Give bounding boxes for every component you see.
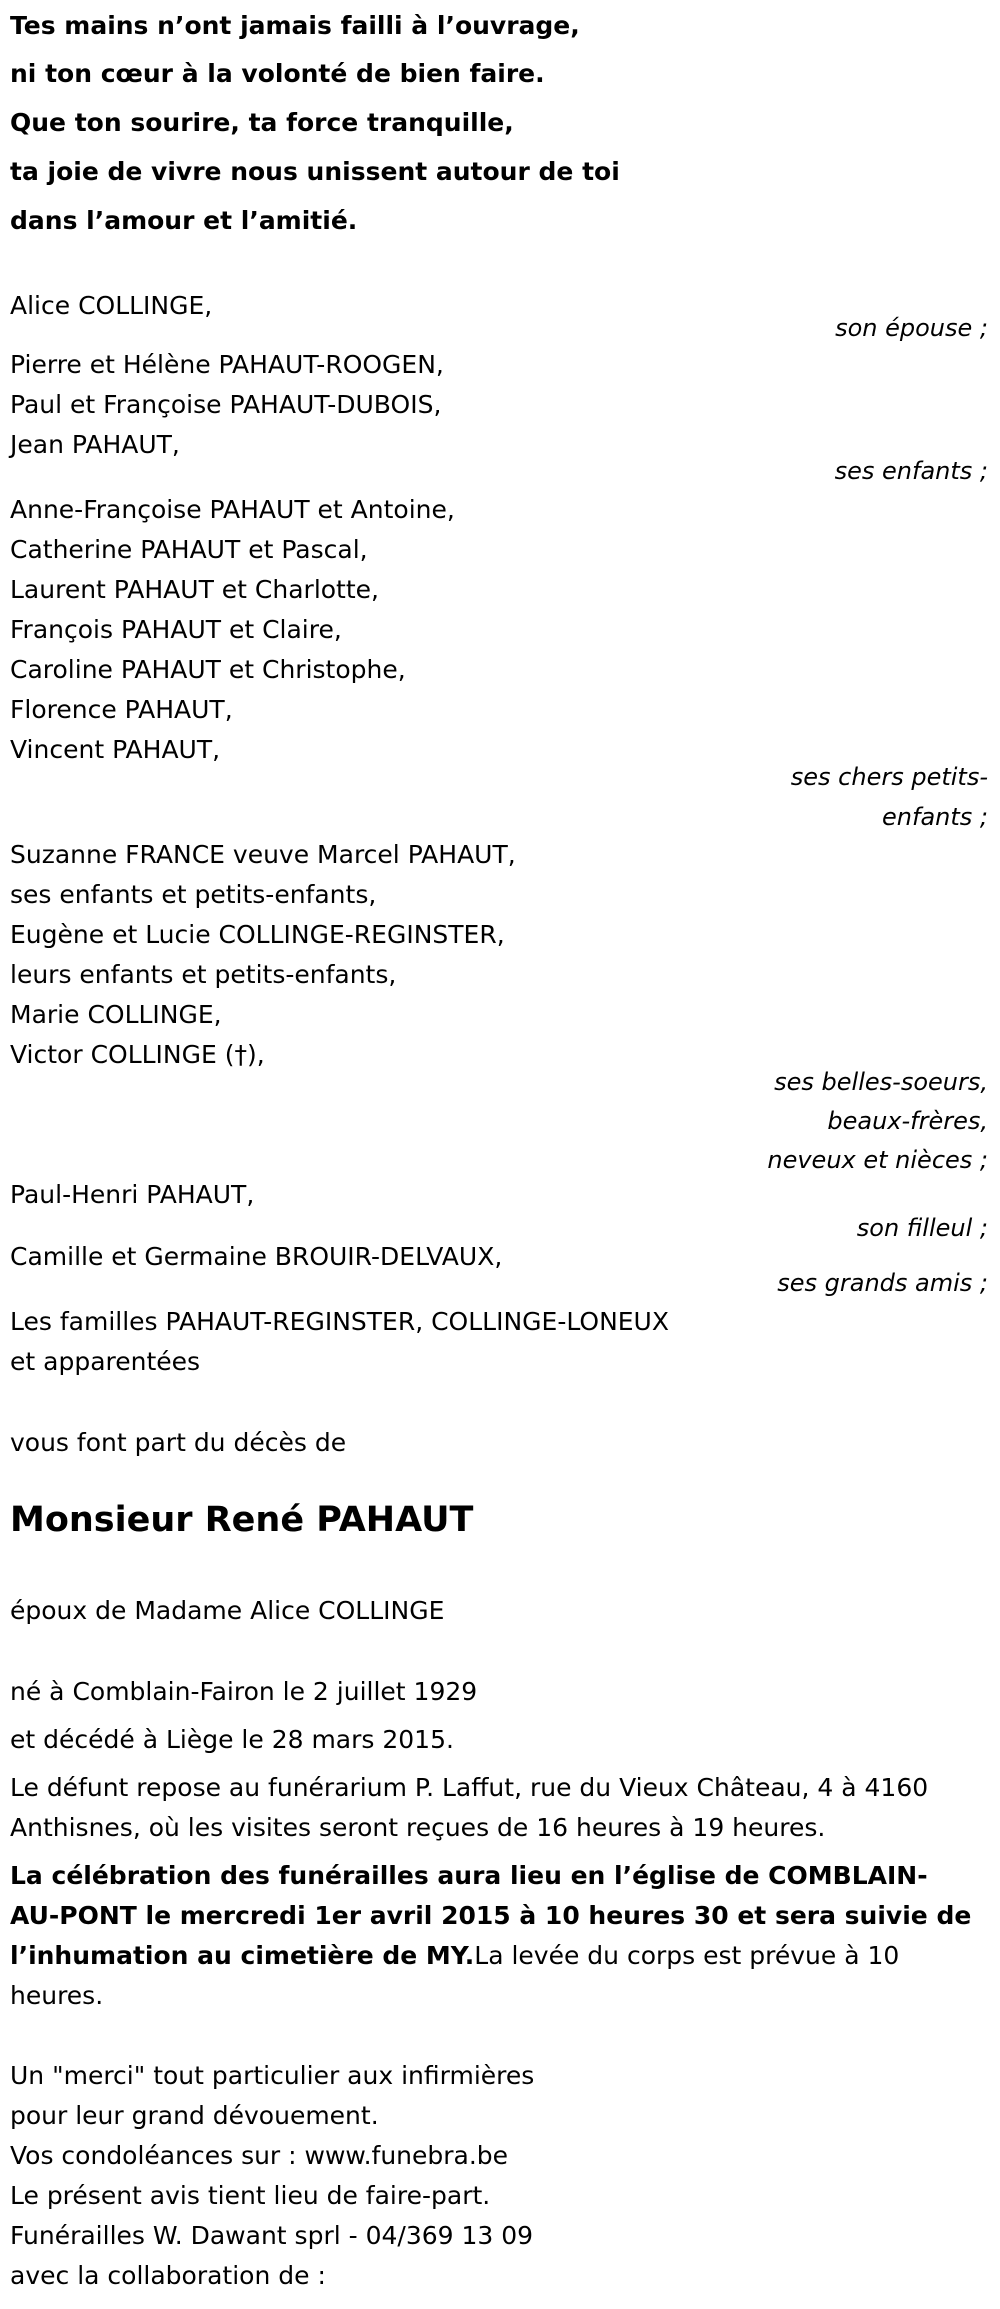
friends-name: Camille et Germaine BROUIR-DELVAUX,: [10, 1242, 503, 1271]
inlaw-line-3: Eugène et Lucie COLLINGE-REGINSTER,: [10, 920, 505, 949]
inlaw-line-1: Suzanne FRANCE veuve Marcel PAHAUT,: [10, 840, 516, 869]
closing-line-1: Un "merci" tout particulier aux infirmières: [10, 2061, 535, 2090]
inlaws-role-3: neveux et nièces ;: [767, 1146, 988, 1174]
poem-line-5: dans l’amour et l’amitié.: [10, 206, 358, 235]
condolences-link[interactable]: Vos condoléances sur : www.funebra.be: [10, 2141, 509, 2170]
families-line-2: et apparentées: [10, 1347, 201, 1376]
inlaw-line-4: leurs enfants et petits-enfants,: [10, 960, 397, 989]
ceremony-line-3: [10, 1936, 899, 1976]
repose-line-2: Anthisnes, où les visites seront reçues de 16 heures à 19 heures.: [10, 1813, 826, 1842]
closing-line-6: avec la collaboration de :: [10, 2261, 326, 2290]
grandchild-line-1: Anne-Françoise PAHAUT et Antoine,: [10, 495, 455, 524]
inlaw-line-6: Victor COLLINGE (†),: [10, 1040, 265, 1069]
grandchildren-role-1: ses chers petits-: [790, 763, 988, 791]
grandchild-line-5: Caroline PAHAUT et Christophe,: [10, 655, 406, 684]
spouse-role: son épouse ;: [835, 314, 988, 342]
ceremony-line-2: AU-PONT le mercredi 1er avril 2015 à 10 heures 30 et sera suivie de: [10, 1901, 972, 1930]
poem-line-2: ni ton cœur à la volonté de bien faire.: [10, 59, 545, 88]
spouse-name: Alice COLLINGE,: [10, 291, 213, 320]
inlaws-role-1: ses belles-soeurs,: [774, 1068, 988, 1096]
child-line-1: Pierre et Hélène PAHAUT-ROOGEN,: [10, 350, 444, 379]
inlaws-role-2: beaux-frères,: [827, 1107, 988, 1135]
grandchild-line-3: Laurent PAHAUT et Charlotte,: [10, 575, 379, 604]
ceremony-procession: La levée du corps est prévue à 10: [474, 1941, 900, 1970]
grandchild-line-7: Vincent PAHAUT,: [10, 735, 221, 764]
ceremony-burial: l’inhumation au cimetière de MY.: [10, 1941, 475, 1970]
poem-line-1: Tes mains n’ont jamais failli à l’ouvrage,: [10, 11, 580, 40]
repose-line-1: Le défunt repose au funérarium P. Laffut, rue du Vieux Château, 4 à 4160: [10, 1773, 929, 1802]
child-line-2: Paul et Françoise PAHAUT-DUBOIS,: [10, 390, 442, 419]
funeral-home-line: Funérailles W. Dawant sprl - 04/369 13 09: [10, 2221, 534, 2250]
grandchild-line-2: Catherine PAHAUT et Pascal,: [10, 535, 368, 564]
poem-line-4: ta joie de vivre nous unissent autour de toi: [10, 157, 620, 186]
ceremony-line-1: La célébration des funérailles aura lieu en l’église de COMBLAIN-: [10, 1861, 928, 1890]
poem-line-3: Que ton sourire, ta force tranquille,: [10, 108, 514, 137]
ceremony-line-4: heures.: [10, 1981, 104, 2010]
children-role: ses enfants ;: [834, 457, 988, 485]
grandchild-line-4: François PAHAUT et Claire,: [10, 615, 342, 644]
child-line-3: Jean PAHAUT,: [10, 430, 180, 459]
birth-line: né à Comblain-Fairon le 2 juillet 1929: [10, 1677, 478, 1706]
closing-line-2: pour leur grand dévouement.: [10, 2101, 379, 2130]
godson-name: Paul-Henri PAHAUT,: [10, 1180, 255, 1209]
deceased-name: Monsieur René PAHAUT: [10, 1500, 474, 1540]
death-line: et décédé à Liège le 28 mars 2015.: [10, 1725, 454, 1754]
grandchild-line-6: Florence PAHAUT,: [10, 695, 233, 724]
announcement: vous font part du décès de: [10, 1428, 347, 1457]
inlaw-line-2: ses enfants et petits-enfants,: [10, 880, 377, 909]
grandchildren-role-2: enfants ;: [882, 803, 988, 831]
godson-role: son filleul ;: [856, 1214, 988, 1242]
inlaw-line-5: Marie COLLINGE,: [10, 1000, 222, 1029]
spouse-line: époux de Madame Alice COLLINGE: [10, 1596, 445, 1625]
closing-line-4: Le présent avis tient lieu de faire-part.: [10, 2181, 491, 2210]
families-line-1: Les familles PAHAUT-REGINSTER, COLLINGE-LONEUX: [10, 1307, 669, 1336]
friends-role: ses grands amis ;: [777, 1269, 988, 1297]
